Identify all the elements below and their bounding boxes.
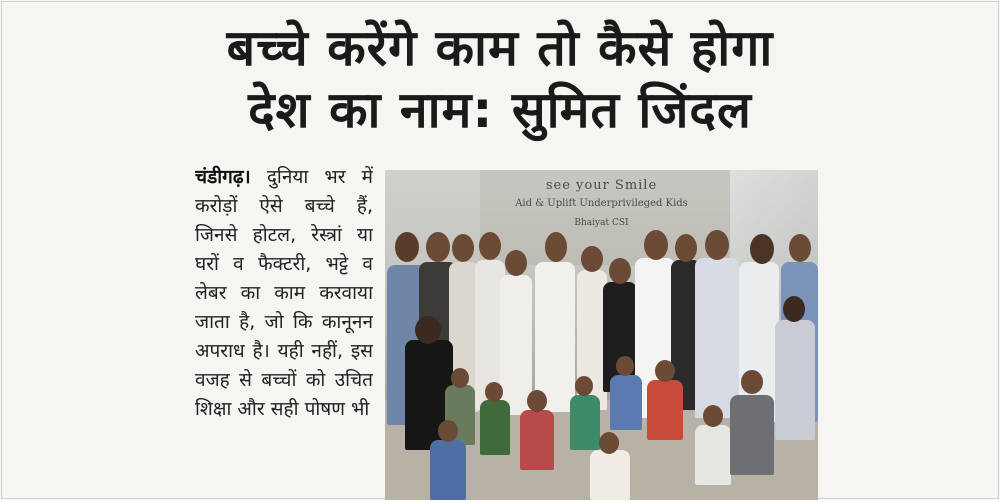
photo-child [647,380,683,440]
photo-child [480,400,510,455]
photo-child-head [485,382,503,402]
photo-person [695,258,739,418]
photo-person-head [505,250,527,276]
photo-person-head [395,232,419,262]
photo-person-head [705,230,729,260]
photo-person-head [644,230,668,260]
photo-person-head [452,234,474,262]
photo-child [610,375,642,430]
photo-person-head [675,234,697,262]
photo-person-head [789,234,811,262]
photo-person-head [609,258,631,284]
photo-person-head [750,234,774,264]
photo-child-head [575,376,593,396]
photo-wall-text-2: Aid & Uplift Underprivileged Kids [515,198,688,209]
photo-child [570,395,600,450]
photo-child [430,440,466,500]
photo-child-head [703,405,723,427]
headline-line-2: देश का नाम: सुमित जिंदल [248,81,752,139]
photo-person-head [415,316,441,344]
photo-person-head [479,232,501,260]
photo-child-head [451,368,469,388]
photo-person [535,262,575,412]
photo-person-head [545,232,567,262]
photo-person-head [581,246,603,272]
photo-child [520,410,554,470]
photo-child-head [741,370,763,394]
photo-person-head [426,232,450,262]
photo-child [590,450,630,500]
headline-line-1: बच्चे करेंगे काम तो कैसे होगा [226,19,774,77]
group-photo [385,170,818,500]
photo-child-head [655,360,675,382]
photo-child-head [599,432,619,454]
photo-wall-text-1: see your Smile [545,178,658,193]
article-dateline: चंडीगढ़। [195,166,251,188]
photo-child [730,395,774,475]
article-body [195,163,373,503]
photo-child-head [616,356,634,376]
photo-child-head [527,390,547,412]
photo-person [500,275,532,415]
photo-person-head [783,296,805,322]
article-text: दुनिया भर में करोड़ों ऐसे बच्चे हैं, जिनसे होटल, रेस्त्रां या घरों व फैक्टरी, भट्टे व लेबर का काम करवाया जाता है, जो कि कानूनन अपराध है। यही नहीं, इस वजह से बच्चों को उचित शिक्षा और सही पोषण भी [195,166,373,420]
photo-person [775,320,815,440]
photo-wall-text-3: Bhaiyat CSI [574,218,629,228]
photo-child-head [438,420,458,442]
photo-child [695,425,731,485]
